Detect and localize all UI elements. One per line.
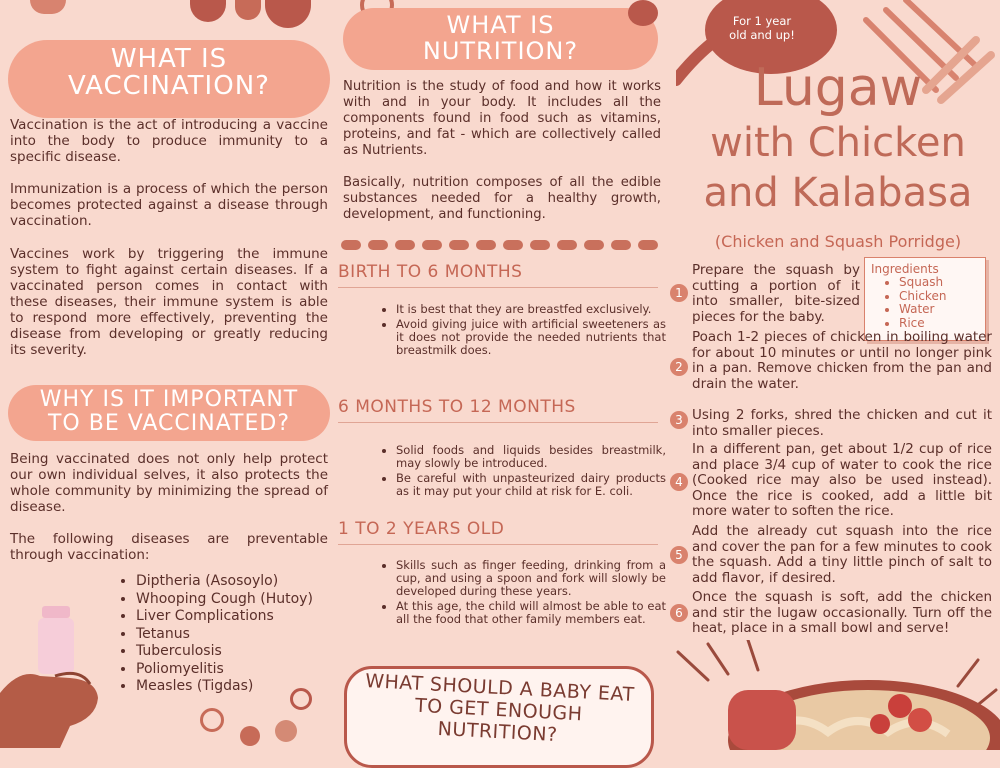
- hand-vial-illustration: [0, 598, 110, 750]
- nutrition-heading: WHAT IS NUTRITION?: [343, 8, 658, 70]
- recipe-subtitle: (Chicken and Squash Porridge): [714, 232, 962, 251]
- age-badge: For 1 year old and up!: [729, 14, 795, 42]
- decor-dots-bottom: [200, 680, 330, 750]
- stage-item: • At this age, the child will almost be able to eat all the food that other family members eat.: [396, 600, 666, 626]
- divider-dots: [341, 240, 658, 250]
- step-text: Prepare the squash by cutting a portion of it into smaller, bite-sized pieces for the baby.: [692, 262, 860, 325]
- importance-paragraph-2: The following diseases are preventable through vaccination:: [10, 531, 328, 563]
- step-text: Add the already cut squash into the rice and cover the pan for a few minutes to cook the squash. Add a tiny little pinch of salt to add flavor, if desired.: [692, 523, 992, 586]
- importance-heading: WHY IS IT IMPORTANT TO BE VACCINATED?: [8, 385, 330, 441]
- ingredient-item: • Rice: [899, 317, 985, 331]
- disease-item: • Poliomyelitis: [136, 662, 356, 678]
- ingredient-item: • Chicken: [899, 290, 985, 304]
- step-number: 4: [670, 473, 688, 491]
- stage-item: • Solid foods and liquids besides breastmilk, may slowly be introduced.: [396, 444, 666, 470]
- disease-item: • Tuberculosis: [136, 644, 356, 660]
- decor-dot-mid-top: [628, 0, 658, 26]
- nutrition-paragraph-1: Nutrition is the study of food and how it works with and in your body. It includes all the components found in food such as vitamins, proteins, and fat - which are collectively called as Nutrients.: [343, 79, 661, 158]
- step-text: In a different pan, get about 1/2 cup of rice and place 3/4 cup of water to cook the rice (Cooked rice may also be used instead). Once the rice is cooked, add a little bit more water to soften the rice.: [692, 441, 992, 519]
- stage-item: • It is best that they are breastfed exclusively.: [396, 303, 666, 316]
- ingredients-title: Ingredients: [871, 262, 939, 276]
- ingredient-item: • Squash: [899, 276, 985, 290]
- stage-item: • Skills such as finger feeding, drinking from a cup, and using a spoon and fork will slowly be developed during these years.: [396, 559, 666, 598]
- decor-dots-top: [0, 0, 330, 40]
- ingredients-list: [865, 276, 985, 330]
- disease-item: • Liver Complications: [136, 609, 356, 625]
- step-text: Poach 1-2 pieces of chicken in boiling water for about 10 minutes or until no longer pink in a pan. Remove chicken from the pan and drain the water.: [692, 329, 992, 392]
- stage-item: • Avoid giving juice with artificial sweeteners as it does not provide the needed nutrients that breastmilk does.: [396, 318, 666, 357]
- nutrition-paragraph-2: Basically, nutrition composes of all the edible substances needed for a healthy growth, development, and functioning.: [343, 175, 661, 222]
- vaccination-paragraph-2: Immunization is a process of which the person becomes protected against a disease through vaccination.: [10, 181, 328, 229]
- step-number: 5: [670, 546, 688, 564]
- step-number: 3: [670, 411, 688, 429]
- disease-item: • Diptheria (Asosoylo): [136, 574, 356, 590]
- disease-item: • Tetanus: [136, 627, 356, 643]
- stage-list-1-2: [380, 559, 666, 628]
- recipe-title: Lugaw with Chicken and Kalabasa: [703, 58, 973, 216]
- vaccination-paragraph-1: Vaccination is the act of introducing a vaccine into the body to produce immunity to a specific disease.: [10, 117, 328, 165]
- stage-item: • Be careful with unpasteurized dairy products as it may put your child at risk for E. coli.: [396, 472, 666, 498]
- stage-title-1-2: 1 TO 2 YEARS OLD: [338, 519, 505, 539]
- step-number: 2: [670, 358, 688, 376]
- ingredient-item: • Water: [899, 303, 985, 317]
- stage-title-6-12: 6 MONTHS TO 12 MONTHS: [338, 397, 576, 417]
- disease-item: • Whooping Cough (Hutoy): [136, 592, 356, 608]
- importance-paragraph-1: Being vaccinated does not only help protect our own individual selves, it also protects the whole community by minimizing the spread of disease.: [10, 451, 328, 515]
- step-text: Once the squash is soft, add the chicken and stir the lugaw occasionally. Turn off the heat, place in a small bowl and serve!: [692, 589, 992, 636]
- nutrition-banner: WHAT SHOULD A BABY EAT TO GET ENOUGH NUTRITION?: [344, 666, 654, 768]
- step-text: Using 2 forks, shred the chicken and cut it into smaller pieces.: [692, 407, 992, 439]
- step-number: 6: [670, 604, 688, 622]
- diseases-list: [120, 574, 356, 697]
- stage-underline: [338, 422, 658, 423]
- vaccination-paragraph-3: Vaccines work by triggering the immune system to fight against certain diseases. If a vaccinated person comes in contact with these diseases, their immune system is able to respond more effectively, preventing the disease from developing or greatly reducing its severity.: [10, 246, 328, 358]
- step-number: 1: [670, 284, 688, 302]
- stage-underline: [338, 544, 658, 545]
- porridge-bowl-illustration: [668, 640, 1000, 750]
- vaccination-heading: WHAT IS VACCINATION?: [8, 40, 330, 118]
- stage-title-birth: BIRTH TO 6 MONTHS: [338, 262, 523, 282]
- disease-item: • Measles (Tigdas): [136, 679, 356, 695]
- stage-list-birth: [380, 303, 666, 359]
- stage-underline: [338, 287, 658, 288]
- stage-list-6-12: [380, 444, 666, 500]
